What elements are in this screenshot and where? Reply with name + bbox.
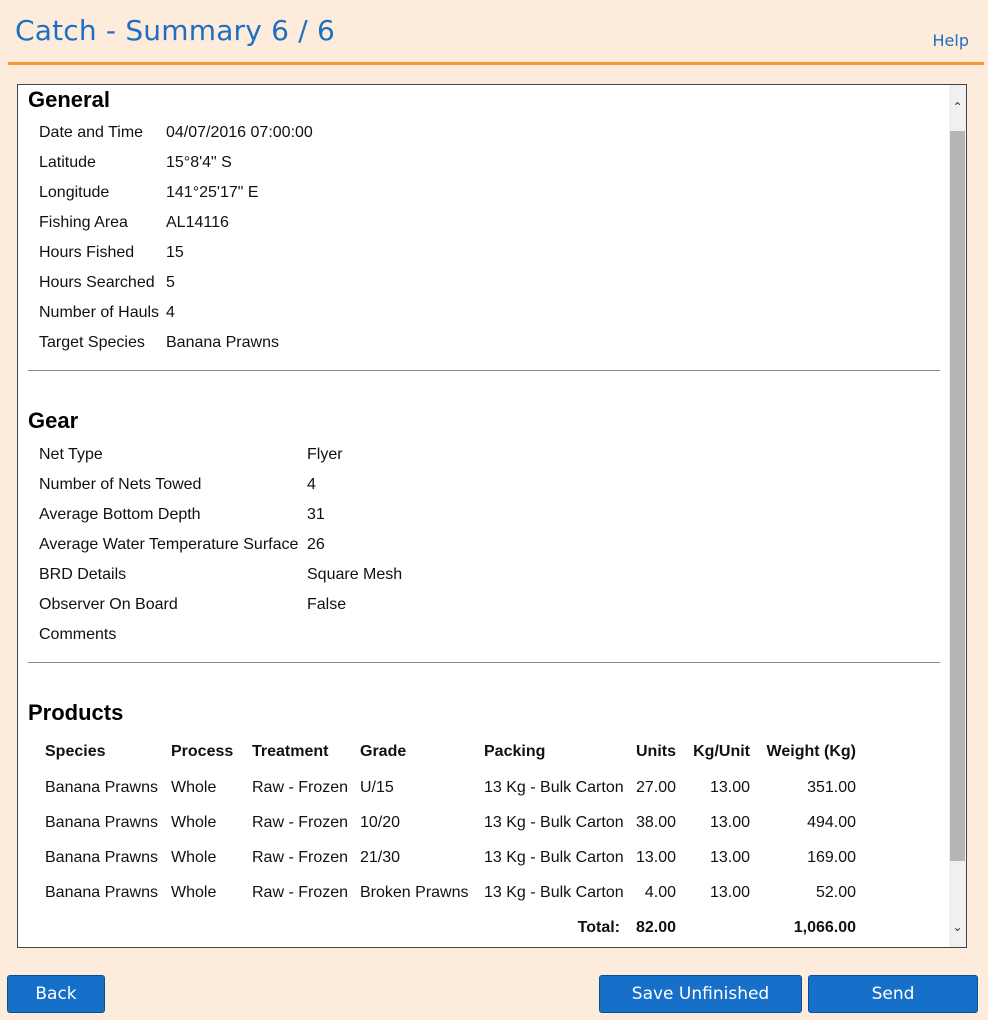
cell-grade: Broken Prawns — [360, 884, 469, 901]
cell-species: Banana Prawns — [45, 814, 158, 831]
cell-weight: 169.00 — [807, 849, 856, 866]
gear-heading: Gear — [28, 408, 79, 433]
column-header-process: Process — [171, 743, 234, 760]
save-unfinished-button[interactable]: Save Unfinished — [599, 975, 802, 1013]
cell-process: Whole — [171, 779, 217, 796]
chevron-down-icon[interactable]: ⌄ — [952, 920, 963, 934]
gear-value: 4 — [307, 476, 316, 493]
cell-packing: 13 Kg - Bulk Carton — [484, 849, 624, 866]
gear-value: Square Mesh — [307, 566, 403, 583]
cell-packing: 13 Kg - Bulk Carton — [484, 814, 624, 831]
gear-value: 26 — [307, 536, 325, 553]
general-value: 15°8'4" S — [166, 154, 232, 171]
cell-process: Whole — [171, 884, 217, 901]
summary-panel[interactable] — [17, 84, 967, 948]
cell-treatment: Raw - Frozen — [252, 884, 349, 901]
cell-kg-unit: 13.00 — [709, 779, 750, 796]
total-weight: 1,066.00 — [793, 919, 856, 936]
gear-label: Observer On Board — [39, 596, 178, 613]
cell-units: 13.00 — [635, 849, 676, 866]
column-header-packing: Packing — [484, 743, 546, 760]
cell-treatment: Raw - Frozen — [252, 779, 349, 796]
general-heading: General — [28, 87, 110, 112]
gear-label: BRD Details — [39, 566, 127, 583]
column-header-treatment: Treatment — [252, 743, 329, 760]
column-header-grade: Grade — [360, 743, 407, 760]
cell-kg-unit: 13.00 — [709, 884, 750, 901]
general-value: 5 — [166, 274, 175, 291]
cell-process: Whole — [171, 849, 217, 866]
cell-kg-unit: 13.00 — [709, 814, 750, 831]
general-label: Hours Fished — [39, 244, 135, 261]
cell-species: Banana Prawns — [45, 849, 158, 866]
general-label: Hours Searched — [39, 274, 155, 291]
back-button[interactable]: Back — [7, 975, 105, 1013]
general-value: Banana Prawns — [166, 334, 279, 351]
general-value: 15 — [166, 244, 184, 261]
gear-label: Net Type — [39, 446, 103, 463]
cell-grade: U/15 — [360, 779, 394, 796]
cell-process: Whole — [171, 814, 217, 831]
scrollbar-thumb[interactable] — [950, 131, 965, 861]
vertical-scrollbar[interactable] — [949, 85, 966, 947]
gear-value: Flyer — [307, 446, 343, 463]
cell-weight: 494.00 — [807, 814, 856, 831]
general-label: Date and Time — [39, 124, 144, 141]
products-heading: Products — [28, 700, 124, 725]
cell-grade: 10/20 — [360, 814, 401, 831]
general-value: 4 — [166, 304, 175, 321]
cell-grade: 21/30 — [360, 849, 401, 866]
page-title: Catch - Summary 6 / 6 — [15, 14, 336, 47]
gear-label: Number of Nets Towed — [39, 476, 202, 493]
column-header-weight: Weight (Kg) — [766, 743, 856, 760]
cell-treatment: Raw - Frozen — [252, 814, 349, 831]
cell-packing: 13 Kg - Bulk Carton — [484, 884, 624, 901]
general-label: Number of Hauls — [39, 304, 160, 321]
gear-value: 31 — [307, 506, 325, 523]
gear-value: False — [307, 596, 347, 613]
send-button[interactable]: Send — [808, 975, 978, 1013]
total-units: 82.00 — [635, 919, 676, 936]
header — [0, 0, 988, 66]
header-divider — [8, 62, 984, 65]
column-header-units: Units — [636, 743, 676, 760]
column-header-kg-unit: Kg/Unit — [693, 743, 750, 760]
general-value: 04/07/2016 07:00:00 — [166, 124, 313, 141]
cell-weight: 351.00 — [807, 779, 856, 796]
summary-content — [18, 85, 950, 947]
general-value: AL14116 — [166, 214, 229, 231]
cell-species: Banana Prawns — [45, 884, 158, 901]
section-divider — [28, 662, 940, 663]
help-link[interactable]: Help — [932, 31, 969, 50]
cell-packing: 13 Kg - Bulk Carton — [484, 779, 624, 796]
general-value: 141°25'17" E — [166, 184, 259, 201]
cell-units: 4.00 — [644, 884, 676, 901]
cell-weight: 52.00 — [815, 884, 856, 901]
general-label: Longitude — [39, 184, 110, 201]
cell-treatment: Raw - Frozen — [252, 849, 349, 866]
gear-label: Average Bottom Depth — [39, 506, 201, 523]
column-header-species: Species — [45, 743, 106, 760]
general-label: Latitude — [39, 154, 96, 171]
cell-units: 38.00 — [635, 814, 676, 831]
chevron-up-icon[interactable]: ⌃ — [952, 100, 963, 114]
cell-units: 27.00 — [635, 779, 676, 796]
gear-label: Average Water Temperature Surface — [39, 536, 299, 553]
total-label: Total: — [577, 919, 620, 936]
gear-label: Comments — [39, 626, 117, 643]
section-divider — [28, 370, 940, 371]
general-label: Target Species — [39, 334, 145, 351]
general-label: Fishing Area — [39, 214, 128, 231]
cell-species: Banana Prawns — [45, 779, 158, 796]
cell-kg-unit: 13.00 — [709, 849, 750, 866]
